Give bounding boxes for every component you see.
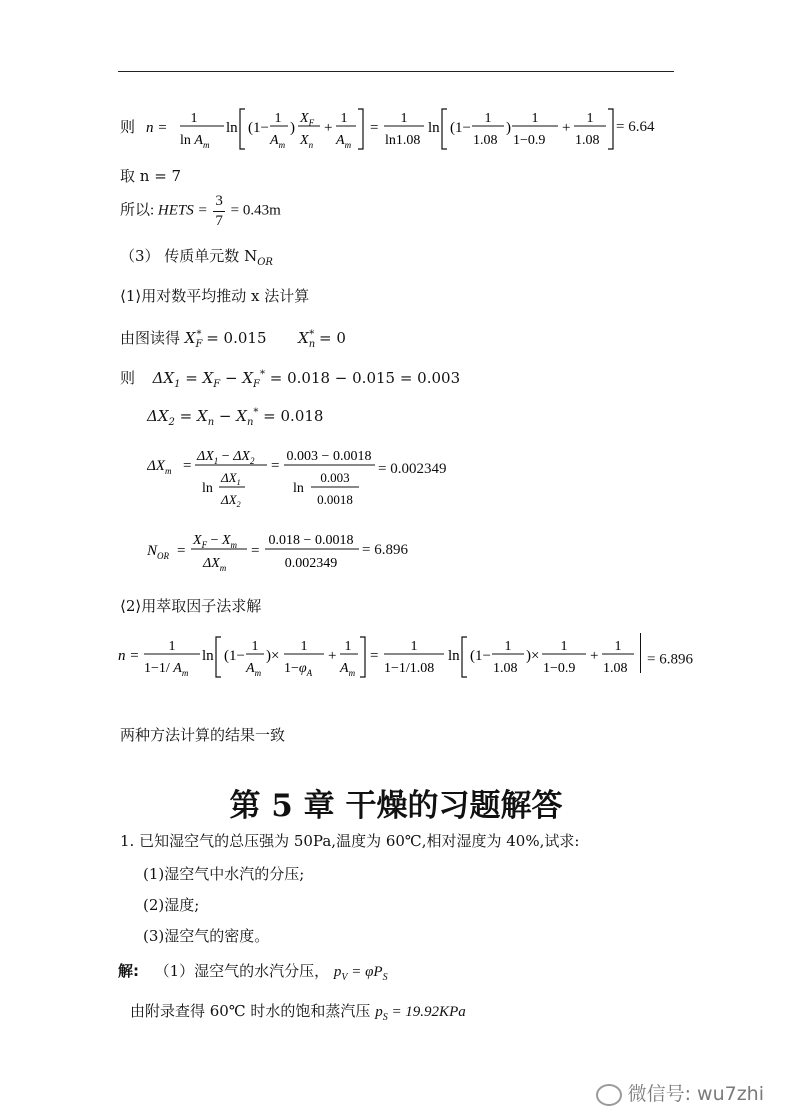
- solution-text: （1）湿空气的水汽分压，: [154, 962, 330, 980]
- watermark-text: 微信号: wu7zhi: [627, 1083, 764, 1105]
- svg-text:ln: ln: [428, 120, 440, 136]
- svg-text:ln: ln: [202, 481, 213, 496]
- svg-text:1.08: 1.08: [603, 661, 628, 676]
- nor-result: = 6.896: [362, 542, 408, 558]
- svg-text:(1−: (1−: [224, 648, 245, 664]
- hets-den: 7: [215, 212, 223, 229]
- extraction-result: [640, 647, 693, 673]
- svg-text:ln: ln: [202, 648, 214, 664]
- eq1-prefix: 则: [120, 120, 136, 136]
- delta-xm-equation: [147, 444, 527, 517]
- svg-text:XF: $X_F$: [300, 111, 315, 128]
- svg-text:): ): [290, 120, 295, 136]
- delta-x2-value: = 0.018: [263, 407, 324, 425]
- svg-text:1: 1: [300, 639, 308, 654]
- svg-text:): ): [506, 120, 511, 136]
- xf-star-value: = 0.015: [206, 329, 267, 347]
- solution-label: 解:: [118, 962, 139, 980]
- hets-num: 3: [213, 192, 225, 212]
- svg-text:1−0.9: 1−0.9: [513, 133, 546, 148]
- svg-text:Am: $A_m$: [246, 661, 262, 678]
- eq1-lhs: n =: [146, 120, 168, 136]
- svg-text:Xn: $X_n$: [300, 133, 314, 150]
- svg-text:=: =: [370, 120, 379, 136]
- svg-text:0.003: 0.003: [320, 470, 350, 485]
- svg-text:+: +: [590, 648, 599, 664]
- svg-text:1: 1: [410, 639, 418, 654]
- conclusion-text: 两种方法计算的结果一致: [120, 726, 286, 744]
- svg-text:ln: ln: [293, 481, 304, 496]
- hets-lhs: HETS =: [157, 202, 208, 219]
- svg-text:1: 1: [560, 639, 568, 654]
- svg-text:ΔX1: $\Delta X_1$: [221, 470, 241, 487]
- svg-text:ΔX2: $\Delta X_2$: [221, 492, 241, 509]
- delta-x1-prefix: 则: [120, 369, 136, 387]
- svg-text:1−φA: $1-\varphi_A$: [284, 661, 313, 678]
- svg-text:)×: )×: [266, 648, 280, 664]
- section-nor-sub: OR: [257, 257, 273, 268]
- svg-text:1: 1: [344, 639, 352, 654]
- extraction-result-value: = 6.896: [647, 651, 693, 668]
- svg-text:1−1/1.08: 1−1/1.08: [384, 661, 435, 676]
- svg-text:ΔXm: $\Delta X_m$: [203, 556, 227, 573]
- wechat-icon: [596, 1084, 622, 1106]
- solution-formula: $p_V = \varphi P_S$: [333, 964, 388, 983]
- method-1-heading: ⟨1⟩用对数平均推动 x 法计算: [120, 287, 310, 305]
- graph-read-line: 由图读得 $X_F^* = 0.015$ $X_n^* = 0$: [120, 329, 346, 350]
- question-1-line-2: (1)湿空气中水汽的分压;: [143, 865, 305, 883]
- header-rule: [118, 71, 674, 72]
- graph-read-prefix: 由图读得: [120, 329, 181, 347]
- svg-text:1: 1: [190, 111, 198, 126]
- solution-line-2-formula: $p_S = 19.92KPa$: [375, 1004, 466, 1023]
- delta-xm-result: = 0.002349: [378, 461, 447, 477]
- eq1-result: = 6.64: [616, 119, 655, 135]
- svg-text:NOR: $N_{OR}$: [147, 543, 170, 561]
- svg-text:1−1/ Am: 1−1/ $A_m$: [144, 661, 189, 678]
- svg-text:0.0018: 0.0018: [317, 492, 353, 507]
- nor-numerator: 0.018 − 0.0018: [268, 533, 354, 548]
- svg-text:(1−: (1−: [450, 120, 471, 136]
- svg-text:ΔXm: $\Delta X_m$: [147, 458, 172, 476]
- svg-text:1: 1: [484, 111, 492, 126]
- question-1-line-3: (2)湿度;: [143, 896, 200, 914]
- svg-text:=: =: [370, 648, 379, 664]
- solution-line-1: [118, 960, 388, 983]
- solution-line-2-text: 由附录查得 60℃ 时水的饱和蒸汽压: [130, 1002, 371, 1020]
- svg-text:=: =: [251, 543, 260, 559]
- question-1-line-1: 1. 已知湿空气的总压强为 50Pa,温度为 60℃,相对湿度为 40%,试求:: [120, 832, 580, 850]
- svg-text:1.08: 1.08: [575, 133, 600, 148]
- svg-text:(1−: (1−: [248, 120, 269, 136]
- nor-svg: [147, 527, 377, 577]
- hets-fraction: [213, 192, 225, 231]
- svg-text:1: 1: [168, 639, 176, 654]
- nor-denominator: 0.002349: [284, 556, 338, 571]
- svg-text:Am: $A_m$: [270, 133, 286, 150]
- solution-line-2: [130, 1000, 466, 1023]
- svg-text:1: 1: [504, 639, 512, 654]
- equation-extraction-factor-svg: [118, 632, 638, 682]
- chapter-title: 第 5 章 干燥的习题解答: [229, 788, 563, 824]
- svg-text:1: 1: [614, 639, 622, 654]
- svg-text:n =: n =: [118, 648, 140, 664]
- delta-xm-svg: [147, 444, 527, 512]
- hets-equation: [120, 192, 281, 231]
- section-nor-text: （3） 传质单元数 N: [120, 247, 258, 265]
- svg-text:XF − Xm: $X_F - X_m$: [193, 533, 238, 550]
- svg-text:1: 1: [251, 639, 259, 654]
- delta-x2-line: $\Delta X_2 = X_n - X_n^* = 0.018$: [147, 407, 324, 428]
- svg-text:ΔX1 − ΔX2: $\Delta X_1 - \Delta X_2$: [197, 449, 255, 466]
- equation-n-theoretical-svg: [120, 104, 640, 152]
- svg-text:1.08: 1.08: [473, 133, 498, 148]
- watermark: [596, 1079, 764, 1106]
- svg-text:1−0.9: 1−0.9: [543, 661, 576, 676]
- svg-text:1: 1: [274, 111, 282, 126]
- svg-text:1: 1: [400, 111, 408, 126]
- question-1-line-4: (3)湿空气的密度。: [143, 927, 270, 945]
- svg-text:=: =: [177, 543, 186, 559]
- svg-text:Am: $A_m$: [340, 661, 356, 678]
- nor-equation: [147, 527, 377, 582]
- delta-xm-numerator: 0.003 − 0.0018: [286, 449, 372, 464]
- svg-text:ln: ln: [448, 648, 460, 664]
- svg-text:1: 1: [340, 111, 348, 126]
- svg-text:1: 1: [531, 111, 539, 126]
- svg-text:+: +: [324, 120, 333, 136]
- svg-text:=: =: [183, 458, 192, 474]
- svg-text:)×: )×: [526, 648, 540, 664]
- svg-text:(1−: (1−: [470, 648, 491, 664]
- svg-text:=: =: [271, 458, 280, 474]
- equation-extraction-factor: [118, 632, 638, 687]
- section-nor: [120, 245, 273, 268]
- svg-text:1.08: 1.08: [493, 661, 518, 676]
- equation-n-theoretical: [120, 104, 640, 157]
- svg-text:ln: ln: [226, 120, 238, 136]
- svg-text:+: +: [328, 648, 337, 664]
- take-n: 取 n = 7: [120, 167, 182, 185]
- svg-text:ln1.08: ln1.08: [385, 133, 421, 148]
- hets-prefix: 所以:: [120, 202, 155, 219]
- svg-text:ln Am: $\ln A_m$: [180, 133, 210, 150]
- svg-text:+: +: [562, 120, 571, 136]
- delta-x1-value: = 0.018 − 0.015 = 0.003: [269, 369, 461, 387]
- method-2-heading: ⟨2⟩用萃取因子法求解: [120, 597, 262, 615]
- svg-text:Am: $A_m$: [336, 133, 352, 150]
- svg-text:1: 1: [586, 111, 594, 126]
- xn-star-value: = 0: [318, 329, 346, 347]
- hets-result: = 0.43m: [230, 202, 281, 219]
- delta-x1-line: 则 $\Delta X_1 = X_F - X_F^* = 0.018 - 0.015 = 0.003$: [120, 369, 461, 390]
